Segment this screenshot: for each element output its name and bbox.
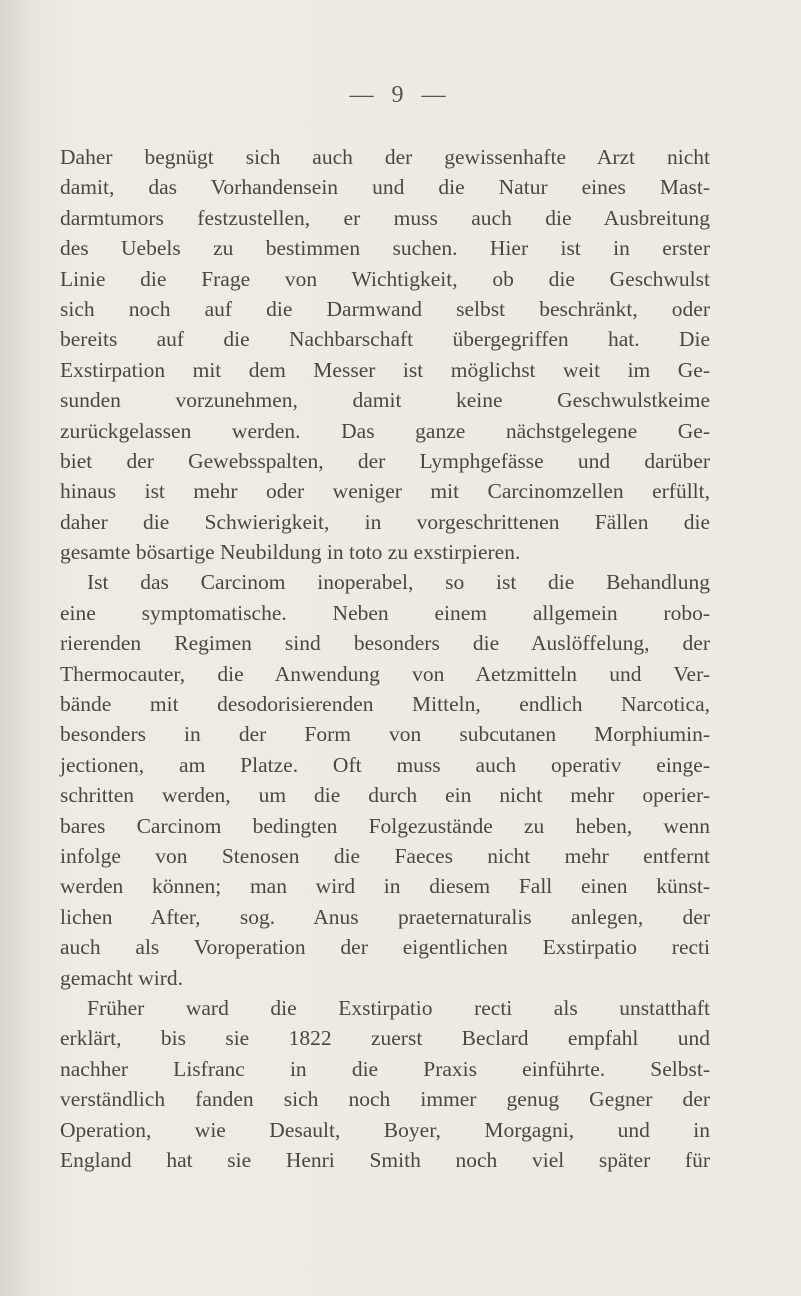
text-line: schritten werden, um die durch ein nicht mehr operier- — [60, 783, 710, 808]
text-line: gesamte bösartige Neubildung in toto zu exstirpieren. — [60, 540, 521, 565]
text-line: erklärt, bis sie 1822 zuerst Beclard empfahl und — [60, 1026, 710, 1051]
text-line: des Uebels zu bestimmen suchen. Hier ist in erster — [60, 236, 710, 261]
text-line: lichen After, sog. Anus praeternaturalis anlegen, der — [60, 904, 710, 929]
text-line: damit, das Vorhandensein und die Natur eines Mast- — [60, 175, 710, 200]
text-line: eine symptomatische. Neben einem allgemein robo- — [60, 600, 710, 625]
text-line: hinaus ist mehr oder weniger mit Carcinomzellen erfüllt, — [60, 479, 710, 504]
text-line: bereits auf die Nachbarschaft übergegriffen hat. Die — [60, 327, 710, 352]
text-line: daher die Schwierigkeit, in vorgeschrittenen Fällen die — [60, 509, 710, 534]
text-line: jectionen, am Platze. Oft muss auch operativ einge- — [60, 752, 710, 777]
text-line: bares Carcinom bedingten Folgezustände zu heben, wenn — [60, 813, 710, 838]
text-line: sunden vorzunehmen, damit keine Geschwulstkeime — [60, 388, 710, 413]
text-line: gemacht wird. — [60, 965, 183, 990]
text-line: Früher ward die Exstirpatio recti als unstatthaft — [87, 995, 710, 1020]
text-line: bände mit desodorisierenden Mitteln, endlich Narcotica, — [60, 692, 710, 717]
text-line: besonders in der Form von subcutanen Morphiumin- — [60, 722, 710, 747]
text-line: darmtumors festzustellen, er muss auch die Ausbreitung — [60, 205, 710, 230]
text-line: Ist das Carcinom inoperabel, so ist die Behandlung — [87, 570, 710, 595]
text-line: Thermocauter, die Anwendung von Aetzmitteln und Ver- — [60, 661, 710, 686]
text-line: sich noch auf die Darmwand selbst beschränkt, oder — [60, 296, 710, 321]
page-number-header: — 9 — — [349, 82, 452, 108]
text-line: verständlich fanden sich noch immer genug Gegner der — [60, 1087, 710, 1112]
body-text — [60, 142, 710, 1175]
text-line: England hat sie Henri Smith noch viel später für — [60, 1147, 710, 1172]
text-line: Operation, wie Desault, Boyer, Morgagni, und in — [60, 1117, 710, 1142]
text-line: werden können; man wird in diesem Fall einen künst- — [60, 874, 710, 899]
text-line: Daher begnügt sich auch der gewissenhafte Arzt nicht — [60, 145, 710, 169]
text-line: infolge von Stenosen die Faeces nicht mehr entfernt — [60, 843, 710, 868]
text-line: nachher Lisfranc in die Praxis einführte. Selbst- — [60, 1056, 710, 1081]
text-line: rierenden Regimen sind besonders die Auslöffelung, der — [60, 631, 710, 656]
text-line: zurückgelassen werden. Das ganze nächstgelegene Ge- — [60, 418, 710, 443]
text-line: Linie die Frage von Wichtigkeit, ob die Geschwulst — [60, 266, 710, 291]
text-line: auch als Voroperation der eigentlichen Exstirpatio recti — [60, 935, 710, 960]
text-line: Exstirpation mit dem Messer ist möglichst weit im Ge- — [60, 357, 710, 382]
text-line: biet der Gewebsspalten, der Lymphgefässe und darüber — [60, 448, 710, 473]
